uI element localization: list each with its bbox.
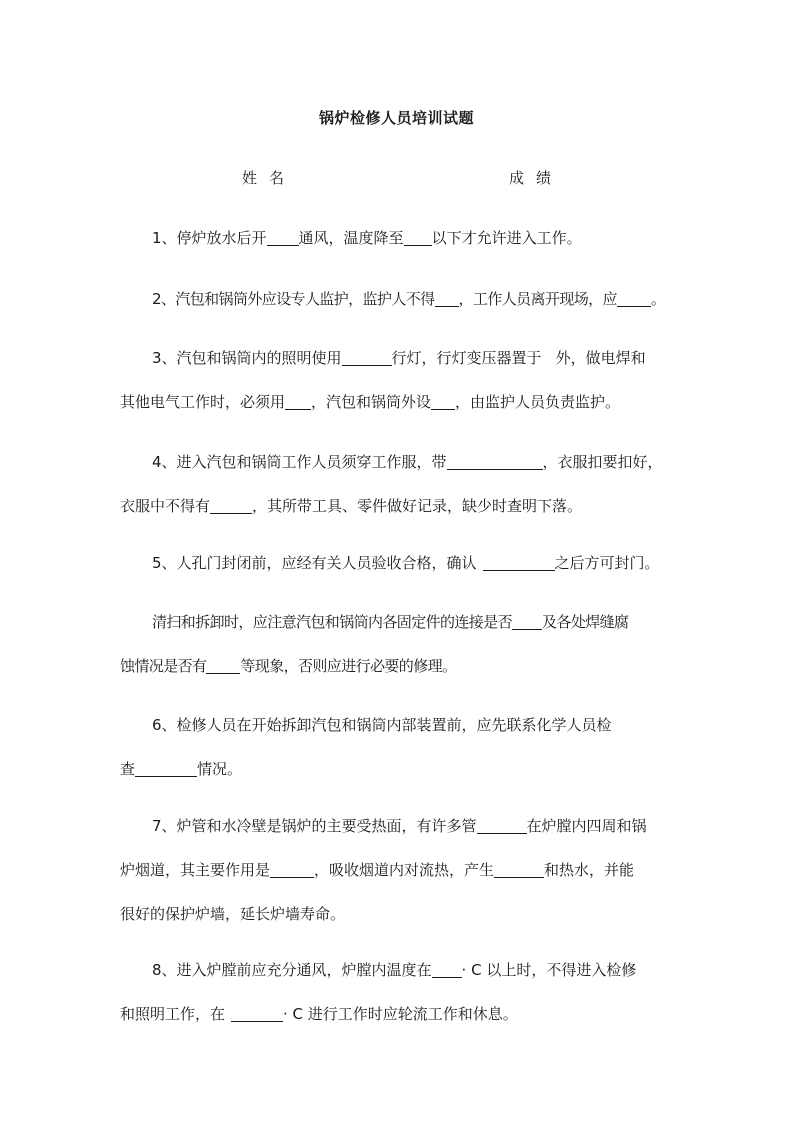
q3-text-l2b: ，汽包和锅筒外设 [311, 393, 432, 411]
question-5 [120, 541, 680, 585]
q5-text-l1a: 5、人孔门封闭前，应经有关人员验收合格，确认 [152, 554, 477, 572]
q7-text-l2b: ，吸收烟道内对流热，产生 [314, 861, 495, 879]
q5-text-l1b: 之后方可封门。 [554, 554, 660, 572]
q2-text-c: 。 [650, 290, 666, 308]
q3-blank-1[interactable] [342, 348, 392, 366]
q2-text-a: 2、汽包和锅筒外应设专人监护，监护人不得 [152, 290, 435, 308]
q3-text-l1c: 外，做电焊和 [555, 349, 646, 367]
q6-blank-1[interactable] [135, 759, 197, 777]
name-label: 姓名 [242, 169, 297, 187]
q1-text-a: 1、停炉放水后开 [152, 229, 267, 247]
q4-blank-2[interactable] [210, 496, 252, 514]
q4-text-l2a: 衣服中不得有 [120, 497, 211, 515]
q2-blank-2[interactable] [617, 289, 651, 307]
q7-blank-2[interactable] [270, 860, 314, 878]
q3-text-l2a: 其他电气工作时，必须用 [120, 393, 286, 411]
q5-text-l2b: 及各处焊缝腐 [542, 613, 629, 631]
document-title: 锅炉检修人员培训试题 [318, 109, 474, 127]
question-2 [120, 277, 680, 321]
q3-text-l1a: 3、汽包和锅筒内的照明使用 [152, 349, 342, 367]
question-8 [120, 948, 680, 1036]
q3-text-l1b: 行灯，行灯变压器置于 [391, 349, 542, 367]
q3-blank-3[interactable] [431, 392, 455, 410]
q6-text-l2a: 查 [120, 760, 136, 778]
q4-blank-1[interactable] [447, 452, 543, 470]
q4-text-l1b: ，衣服扣要扣好， [542, 453, 663, 471]
q3-blank-2[interactable] [285, 392, 311, 410]
q7-text-l1a: 7、炉管和水冷壁是锅炉的主要受热面，有许多管 [152, 817, 477, 835]
q2-blank-1[interactable] [435, 289, 459, 307]
q4-text-l2b: ，其所带工具、零件做好记录，缺少时查明下落。 [252, 497, 583, 515]
q5-text-l3b: 等现象，否则应进行必要的修理。 [240, 657, 457, 675]
q7-text-l2c: 和热水，并能 [544, 861, 635, 879]
q7-blank-1[interactable] [477, 816, 527, 834]
q5-blank-1[interactable] [483, 553, 555, 571]
q7-text-l2a: 炉烟道，其主要作用是 [120, 861, 271, 879]
q7-text-l1b: 在炉膛内四周和锅 [526, 817, 647, 835]
question-3 [120, 336, 680, 424]
q8-text-l2a: 和照明工作，在 [120, 1005, 226, 1023]
q7-blank-3[interactable] [494, 860, 544, 878]
q1-text-c: 以下才允许进入工作。 [431, 229, 582, 247]
question-4 [120, 440, 680, 528]
q8-blank-1[interactable] [432, 960, 462, 978]
q8-text-l1b: · C 以上时，不得进入检修 [461, 961, 637, 979]
q2-text-b: ，工作人员离开现场，应 [458, 290, 617, 308]
q8-blank-2[interactable] [231, 1004, 283, 1022]
q7-text-l3a: 很好的保护炉墙，延长炉墙寿命。 [120, 905, 346, 923]
q5-text-l2a: 清扫和拆卸时，应注意汽包和锅筒内各固定件的连接是否 [152, 613, 513, 631]
q5-blank-3[interactable] [206, 656, 240, 674]
question-6 [120, 703, 680, 791]
question-7 [120, 804, 680, 936]
q1-text-b: 通风，温度降至 [298, 229, 404, 247]
q1-blank-1[interactable] [267, 228, 299, 246]
q1-blank-2[interactable] [404, 228, 432, 246]
q3-text-l2c: ，由监护人员负责监护。 [455, 393, 621, 411]
score-label: 成绩 [509, 169, 564, 187]
q4-text-l1a: 4、进入汽包和锅筒工作人员须穿工作服，带 [152, 453, 447, 471]
question-5-continued [120, 600, 680, 688]
q5-text-l3a: 蚀情况是否有 [120, 657, 207, 675]
q6-text-l1a: 6、检修人员在开始拆卸汽包和锅筒内部装置前，应先联系化学人员检 [152, 716, 612, 734]
q6-text-l2b: 情况。 [197, 760, 243, 778]
q5-blank-2[interactable] [512, 612, 542, 630]
question-1 [120, 216, 680, 260]
q8-text-l2b: · C 进行工作时应轮流工作和休息。 [283, 1005, 518, 1023]
q8-text-l1a: 8、进入炉膛前应充分通风，炉膛内温度在 [152, 961, 432, 979]
